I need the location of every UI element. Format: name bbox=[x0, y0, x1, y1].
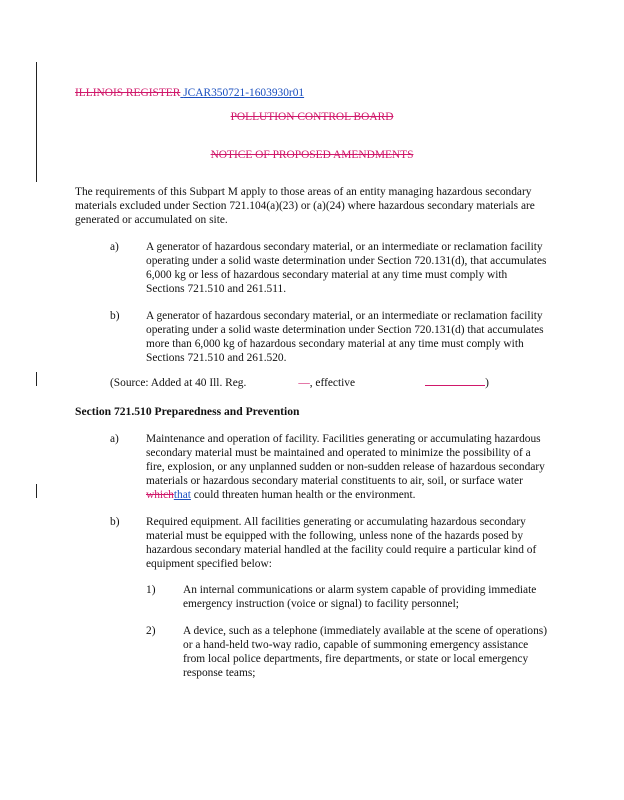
item-a-label: a) bbox=[110, 241, 119, 253]
section-item-b-text: Required equipment. All facilities generating or accumulating hazardous secondary material must be equipped with the following, unless none of the hazards posed by hazardous secondary material handled at the facility could require a particular kind of equipment specified below: bbox=[146, 516, 537, 570]
source-effective: , effective bbox=[309, 377, 356, 389]
change-bar-section-a bbox=[36, 484, 37, 498]
section-item-a-text: Maintenance and operation of facility. Facilities generating or accumulating hazardous secondary material must be maintained and operated to minimize the possibility of a fire, explosion, or any unplanned sudden or non-sudden release of hazardous secondary materials or hazardous secondary material constituents to air, soil, or surface water whichthat could threaten human health or the environment. bbox=[146, 433, 545, 501]
source-close: ) bbox=[485, 377, 489, 389]
source-dash: — bbox=[298, 377, 310, 389]
register-header bbox=[75, 86, 304, 100]
section-heading: Section 721.510 Preparedness and Prevention bbox=[75, 405, 300, 418]
subitem-1-text: An internal communications or alarm system capable of providing immediate emergency instruction (voice or signal) to facility personnel; bbox=[183, 584, 537, 610]
subitem-2-label: 2) bbox=[146, 625, 156, 637]
effective-date-blank bbox=[425, 376, 485, 386]
register-deleted: ILLINOIS REGISTER bbox=[75, 87, 181, 99]
register-inserted: JCAR350721-1603930r01 bbox=[183, 87, 305, 99]
deleted-word: which bbox=[146, 489, 174, 501]
subitem-2-text: A device, such as a telephone (immediately available at the scene of operations) or a hand-held two-way radio, capable of summoning emergency assistance from local police departments, fire departments, or state or local emergency response teams; bbox=[183, 625, 548, 679]
change-bar-source bbox=[36, 372, 37, 386]
item-b-label: b) bbox=[110, 310, 120, 322]
item-b-text: A generator of hazardous secondary material, or an intermediate or reclamation facility operating under a solid waste determination under Section 720.131(d) that accumulates more than 6,000 kg of hazardous secondary material at any time must comply with Sections 721.510 and 261.520. bbox=[146, 310, 544, 364]
source-prefix: (Source: Added at 40 Ill. Reg. bbox=[110, 377, 247, 389]
subitem-1-label: 1) bbox=[146, 584, 156, 596]
section-item-a-label: a) bbox=[110, 433, 119, 445]
notice-title: NOTICE OF PROPOSED AMENDMENTS bbox=[210, 149, 414, 161]
source-note bbox=[110, 376, 489, 390]
item-a-text: A generator of hazardous secondary material, or an intermediate or reclamation facility operating under a solid waste determination under Section 720.131(d), that accumulates 6,000 kg or less of hazardous secondary material at any time must comply with Sections 721.510 and 261.511. bbox=[146, 241, 547, 295]
board-title: POLLUTION CONTROL BOARD bbox=[230, 111, 394, 123]
intro-paragraph: The requirements of this Subpart M apply to those areas of an entity managing hazardous secondary materials excluded under Section 721.104(a)(23) or (a)(24) where hazardous secondary materials are generated or accumulated on site. bbox=[75, 186, 535, 226]
inserted-word: that bbox=[173, 489, 191, 501]
section-item-b-label: b) bbox=[110, 516, 120, 528]
